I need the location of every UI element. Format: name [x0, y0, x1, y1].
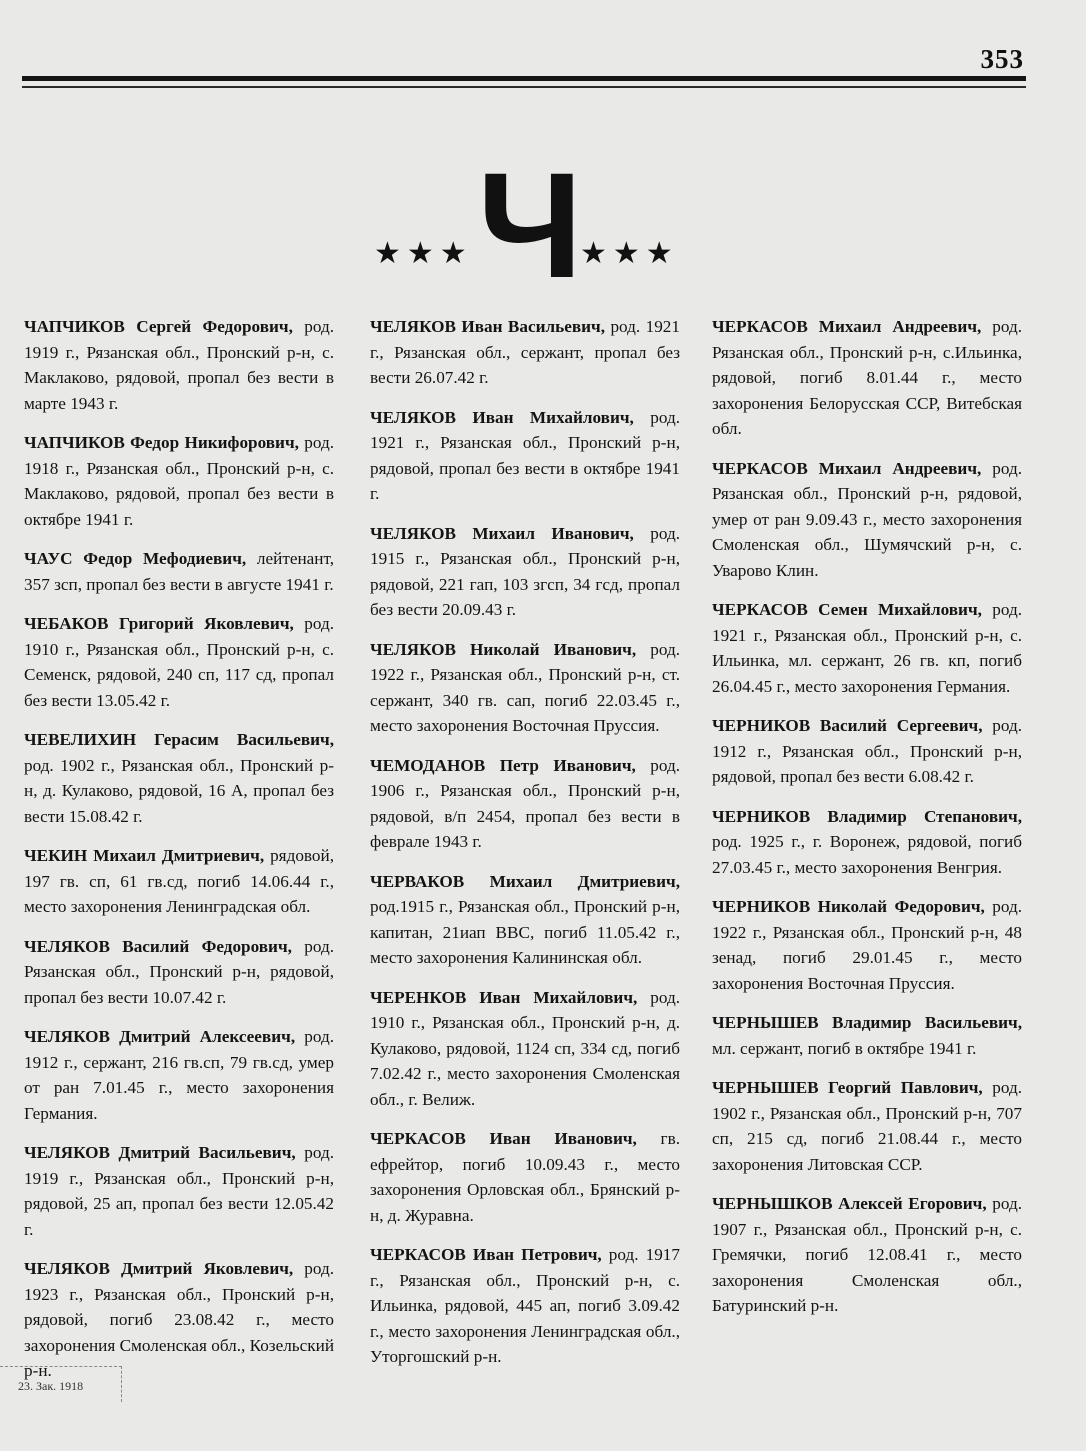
entry-details: род. 1921 г., Рязанская обл., Пронский р-н, с. Ильинка, мл. сержант, 26 гв. кп, погиб 26.04.45 г., место захоронения Германия. — [712, 600, 1022, 696]
entry-name: ЧЕКИН Михаил Дмитриевич, — [24, 846, 265, 865]
entry-details: род. 1918 г., Рязанская обл., Пронский р-н, с. Маклаково, рядовой, пропал без вести в октябре 1941 г. — [24, 433, 334, 529]
entry-name: ЧЕЛЯКОВ Иван Васильевич, — [370, 317, 606, 336]
entry-details: род. 1925 г., г. Воронеж, рядовой, погиб 27.03.45 г., место захоронения Венгрия. — [712, 832, 1022, 877]
entry-details: род.1915 г., Рязанская обл., Пронский р-н, капитан, 21иап ВВС, погиб 11.05.42 г., место захоронения Калининская обл. — [370, 897, 680, 967]
entry — [24, 1024, 334, 1126]
page-number: 353 — [980, 44, 1024, 74]
entry — [24, 314, 334, 416]
entry-details: род. 1912 г., сержант, 216 гв.сп, 79 гв.сд, умер от ран 7.01.45 г., место захоронения Германия. — [24, 1027, 335, 1123]
entry-details: род. 1906 г., Рязанская обл., Пронский р-н, рядовой, в/п 2454, пропал без вести в феврале 1943 г. — [370, 755, 680, 851]
entry-name: ЧЕБАКОВ Григорий Яковлевич, — [24, 614, 294, 633]
entry-name: ЧЕРНЫШКОВ Алексей Егорович, — [712, 1194, 987, 1213]
entry-name: ЧЕЛЯКОВ Николай Иванович, — [370, 639, 637, 659]
column-2 — [370, 314, 680, 1384]
entry — [712, 1191, 1022, 1319]
column-1 — [24, 314, 334, 1398]
entry — [24, 430, 334, 532]
entry-name: ЧЕЛЯКОВ Дмитрий Васильевич, — [24, 1143, 296, 1162]
entry — [24, 1140, 334, 1242]
column-3 — [712, 314, 1022, 1333]
entry-details: род. 1922 г., Рязанская обл., Пронский р-н, 48 зенад, погиб 29.01.45 г., место захоронения Восточная Пруссия. — [712, 897, 1022, 993]
entry — [370, 753, 680, 855]
entry-name: ЧЕВЕЛИХИН Герасим Васильевич, — [24, 730, 334, 749]
entry — [712, 597, 1022, 699]
entry — [370, 869, 680, 971]
entry-name: ЧЕРНИКОВ Николай Федорович, — [712, 897, 985, 916]
entry-name: ЧАПЧИКОВ Сергей Федорович, — [24, 317, 293, 336]
header-rule-thick — [22, 76, 1026, 81]
entry — [24, 843, 334, 920]
entry-details: род. 1902 г., Рязанская обл., Пронский р-н, 707 сп, 215 сд, погиб 21.08.44 г., место захоронения Литовская ССР. — [712, 1078, 1022, 1174]
entry-name: ЧЕЛЯКОВ Дмитрий Алексеевич, — [24, 1027, 296, 1046]
entry — [370, 314, 680, 391]
entry-details: род. 1910 г., Рязанская обл., Пронский р-н, с. Семенск, рядовой, 240 сп, 117 сд, пропал без вести 13.05.42 г. — [24, 614, 334, 710]
entry-details: род. 1915 г., Рязанская обл., Пронский р-н, рядовой, 221 гап, 103 згсп, 34 гсд, пропал без вести 20.09.43 г. — [370, 523, 680, 619]
entry — [712, 314, 1022, 442]
entry-name: ЧЕРНИКОВ Василий Сергеевич, — [712, 716, 983, 735]
entry-name: ЧЕЛЯКОВ Дмитрий Яковлевич, — [24, 1259, 294, 1278]
entry-details: рядовой, 197 гв. сп, 61 гв.сд, погиб 14.06.44 г., место захоронения Ленинградская обл. — [24, 846, 334, 916]
entry-name: ЧЕРКАСОВ Михаил Андреевич, — [712, 458, 982, 478]
entry-details: род. 1923 г., Рязанская обл., Пронский р-н, рядовой, погиб 23.08.42 г., место захоронения Смоленская обл., Козельский р-н. — [24, 1259, 335, 1380]
entry — [370, 637, 680, 739]
entry-details: лейтенант, 357 зсп, пропал без вести в августе 1941 г. — [24, 549, 334, 594]
entry-name: ЧЕРЕНКОВ Иван Михайлович, — [370, 987, 638, 1007]
entry — [370, 405, 680, 507]
entry-details: род. Рязанская обл., Пронский р-н, рядовой, умер от ран 9.09.43 г., место захоронения Смоленская обл., Шумячский р-н, с. Уварово Клин. — [712, 458, 1022, 580]
entry-name: ЧЕРКАСОВ Иван Петрович, — [370, 1245, 602, 1264]
entry-name: ЧЕРНИКОВ Владимир Степанович, — [712, 806, 1022, 826]
entry-details: род. Рязанская обл., Пронский р-н, с.Ильинка, рядовой, погиб 8.01.44 г., место захоронения Белорусская ССР, Витебская обл. — [712, 317, 1022, 438]
stars-right-ornament: ★★★ — [580, 236, 679, 271]
entry-name: ЧЕРКАСОВ Иван Иванович, — [370, 1129, 637, 1148]
entry — [712, 1075, 1022, 1177]
entry-name: ЧЕЛЯКОВ Иван Михайлович, — [370, 407, 634, 427]
entry-name: ЧЕРКАСОВ Михаил Андреевич, — [712, 317, 982, 336]
entry-name: ЧЕРКАСОВ Семен Михайлович, — [712, 600, 982, 619]
printer-signature: 23. Зак. 1918 — [0, 1366, 122, 1402]
entry — [24, 727, 334, 829]
entry-details: род. 1907 г., Рязанская обл., Пронский р-н, с. Гремячки, погиб 12.08.41 г., место захоронения Смоленская обл., Батуринский р-н. — [712, 1194, 1022, 1315]
entry-name: ЧЕРНЫШЕВ Владимир Васильевич, — [712, 1013, 1022, 1032]
entry — [712, 713, 1022, 790]
entry-details: род. 1922 г., Рязанская обл., Пронский р-н, ст. сержант, 340 гв. сап, погиб 22.03.45 г., место захоронения Восточная Пруссия. — [370, 639, 680, 735]
entry-details: род. 1902 г., Рязанская обл., Пронский р-н, д. Кулаково, рядовой, 16 А, пропал без вести 15.08.42 г. — [24, 755, 334, 826]
entry-name: ЧЕРВАКОВ Михаил Дмитриевич, — [370, 871, 680, 891]
entry-details: род. 1921 г., Рязанская обл., сержант, пропал без вести 26.07.42 г. — [370, 317, 680, 387]
entry — [712, 1010, 1022, 1061]
entry-details: род. 1919 г., Рязанская обл., Пронский р-н, рядовой, 25 ап, пропал без вести 12.05.42 г. — [24, 1143, 335, 1239]
section-letter: Ч — [477, 141, 583, 309]
entry-details: род. 1917 г., Рязанская обл., Пронский р-н, с. Ильинка, рядовой, 445 ап, погиб 3.09.42 г., место захоронения Ленинградская обл., Уторгошский р-н. — [370, 1245, 680, 1366]
entry-details: род. 1921 г., Рязанская обл., Пронский р-н, рядовой, пропал без вести в октябре 1941 г. — [370, 407, 680, 503]
entry — [24, 1256, 334, 1384]
entry — [370, 1242, 680, 1370]
entry-details: род. 1910 г., Рязанская обл., Пронский р-н, д. Кулаково, рядовой, 1124 сп, 334 сд, погиб 7.02.42 г., место захоронения Смоленская обл., г. Велиж. — [370, 987, 680, 1109]
entry-name: ЧЕРНЫШЕВ Георгий Павлович, — [712, 1078, 983, 1097]
entry-name: ЧАУС Федор Мефодиевич, — [24, 549, 247, 568]
entry — [24, 611, 334, 713]
entry — [24, 934, 334, 1011]
entry — [370, 521, 680, 623]
entry — [370, 985, 680, 1113]
stars-left-ornament: ★★★ — [374, 236, 473, 271]
entry-name: ЧАПЧИКОВ Федор Никифорович, — [24, 433, 299, 452]
entry-name: ЧЕЛЯКОВ Михаил Иванович, — [370, 523, 634, 543]
entry — [712, 804, 1022, 881]
entry — [370, 1126, 680, 1228]
entry-name: ЧЕМОДАНОВ Петр Иванович, — [370, 755, 636, 775]
entry-details: род. 1912 г., Рязанская обл., Пронский р-н, рядовой, пропал без вести 6.08.42 г. — [712, 716, 1023, 786]
entry — [24, 546, 334, 597]
entry-details: гв. ефрейтор, погиб 10.09.43 г., место захоронения Орловская обл., Брянский р-н, д. Журавна. — [370, 1129, 680, 1225]
entry-name: ЧЕЛЯКОВ Василий Федорович, — [24, 936, 292, 956]
header-rule-thin — [22, 86, 1026, 88]
entry-details: род. 1919 г., Рязанская обл., Пронский р-н, с. Маклаково, рядовой, пропал без вести в марте 1943 г. — [24, 317, 334, 413]
entry-details: мл. сержант, погиб в октябре 1941 г. — [712, 1038, 977, 1058]
entry — [712, 894, 1022, 996]
entry-details: род. Рязанская обл., Пронский р-н, рядовой, пропал без вести 10.07.42 г. — [24, 936, 334, 1007]
entry — [712, 456, 1022, 584]
